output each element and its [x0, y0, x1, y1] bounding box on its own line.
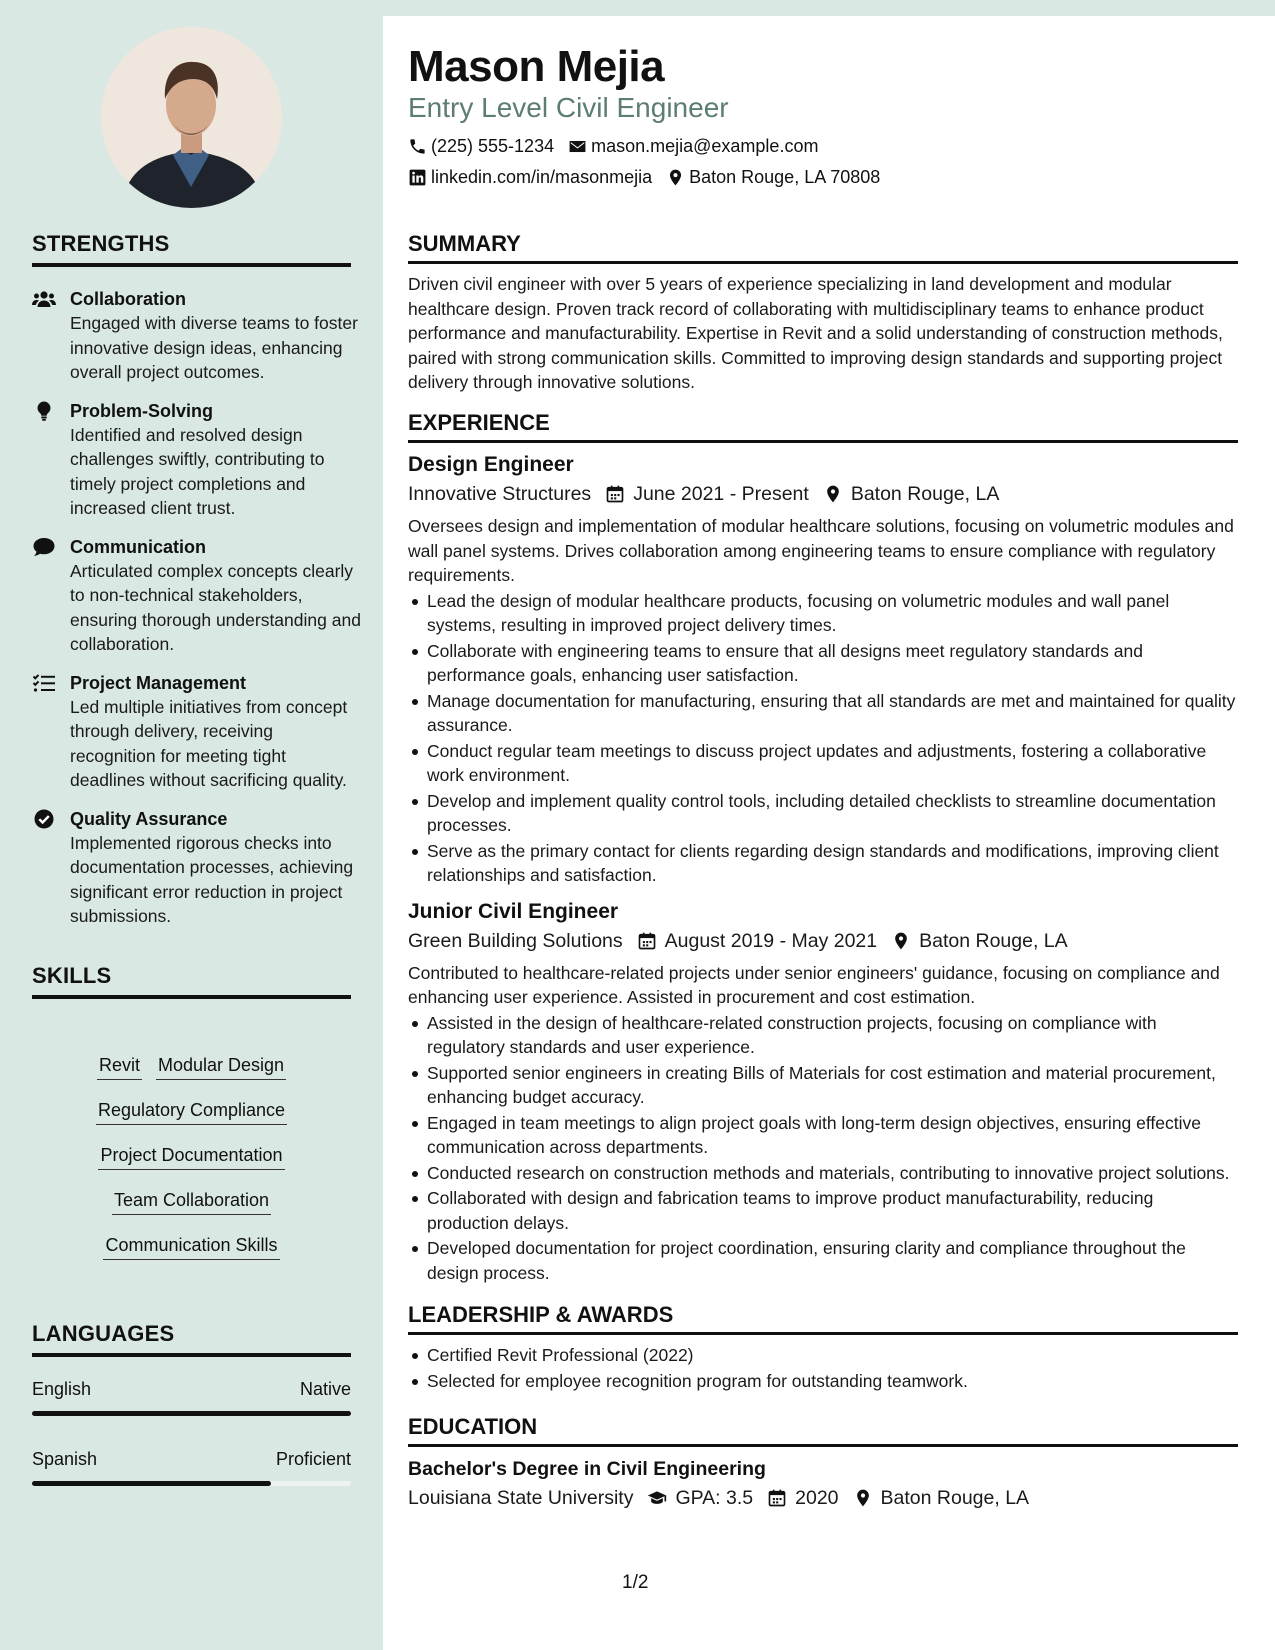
strength-title: Communication: [70, 536, 207, 557]
award-item: Selected for employee recognition program for outstanding teamwork.: [408, 1369, 1238, 1394]
job-bullet: Manage documentation for manufacturing, ensuring that all standards are met and maintained for quality assurance.: [408, 689, 1238, 738]
job-entry: [408, 451, 1238, 888]
strength-title: Project Management: [70, 672, 247, 693]
speech-bubble-icon: [32, 537, 56, 557]
job-summary: Contributed to healthcare-related projects under senior engineers' guidance, focusing on compliance and enhancing user experience. Assisted in procurement and cost estimation.: [408, 962, 1220, 1007]
job-dates: June 2021 - Present: [633, 483, 809, 505]
education-meta: [408, 1483, 1238, 1513]
language-item: [32, 1377, 351, 1416]
map-pin-icon: [853, 1488, 873, 1508]
job-bullet: Lead the design of modular healthcare products, focusing on volumetric modules and wall panel systems, resulting in improved project delivery times.: [408, 589, 1238, 638]
sidebar: [0, 0, 383, 1650]
strength-description: Articulated complex concepts clearly to non-technical stakeholders, ensuring thorough understanding and collaboration.: [70, 560, 361, 654]
languages-heading: LANGUAGES: [32, 1321, 351, 1357]
strengths-list: [32, 287, 362, 943]
skills-heading: SKILLS: [32, 963, 351, 999]
strength-item: [32, 287, 362, 385]
location: Baton Rouge, LA 70808: [689, 167, 881, 187]
strengths-heading: STRENGTHS: [32, 231, 351, 267]
skill-tag: Team Collaboration: [112, 1188, 271, 1215]
job-bullet: Conduct regular team meetings to discuss project updates and adjustments, fostering a collaborative work environment.: [408, 739, 1238, 788]
job-bullets: [408, 589, 1238, 888]
summary-text: Driven civil engineer with over 5 years of experience specializing in land development and modular healthcare design. Proven track record of collaborating with multidisciplinary teams to enhance product performance and manufacturability. Expertise in Revit and a solid understanding of construction methods, paired with strong communication skills. Committed to improving design standards and supporting project delivery through innovative solutions.: [408, 274, 1223, 392]
main-content: [383, 16, 1275, 1650]
language-item: [32, 1447, 351, 1486]
avatar: [101, 27, 282, 208]
language-bar-fill: [32, 1411, 351, 1416]
graduation-cap-icon: [647, 1488, 667, 1508]
job-bullet: Collaborated with design and fabrication teams to improve product manufacturability, reducing production delays.: [408, 1186, 1238, 1235]
envelope-icon: [568, 137, 587, 156]
experience-section: [408, 410, 1238, 1295]
strength-title: Collaboration: [70, 289, 186, 309]
summary-section: [408, 231, 1238, 395]
phone-icon: [408, 137, 427, 156]
job-location: Baton Rouge, LA: [850, 483, 1000, 505]
job-bullet: Collaborate with engineering teams to ensure that all designs meet regulatory standards and performance goals, enhancing user satisfaction.: [408, 639, 1238, 688]
strength-description: Implemented rigorous checks into documentation processes, achieving significant error reduction in project submissions.: [70, 832, 354, 926]
job-bullets: [408, 1011, 1238, 1286]
job-title: Design Engineer: [408, 453, 574, 476]
experience-heading: EXPERIENCE: [408, 410, 1238, 443]
check-circle-icon: [32, 809, 56, 829]
job-bullet: Supported senior engineers in creating Bills of Materials for cost estimation and material procurement, enhancing budget accuracy.: [408, 1061, 1238, 1110]
lightbulb-icon: [32, 401, 56, 421]
contact-row: [408, 165, 894, 189]
phone-number: (225) 555-1234: [431, 136, 555, 156]
language-name: Spanish: [32, 1449, 98, 1469]
education-location: Baton Rouge, LA: [880, 1487, 1030, 1509]
job-bullet: Developed documentation for project coordination, ensuring clarity and compliance throughout the design process.: [408, 1236, 1238, 1285]
task-list-icon: [32, 673, 56, 693]
job-meta: [408, 479, 1238, 509]
contact-row: [408, 134, 832, 158]
skill-tag: Communication Skills: [103, 1233, 279, 1260]
candidate-title: Entry Level Civil Engineer: [408, 92, 729, 123]
strength-description: Led multiple initiatives from concept through delivery, receiving recognition for meeting tight deadlines without sacrificing quality.: [70, 696, 348, 790]
language-level: Proficient: [275, 1449, 351, 1469]
linkedin-icon: [408, 168, 427, 187]
skill-tag: Modular Design: [156, 1053, 286, 1080]
calendar-icon: [767, 1488, 787, 1508]
map-pin-icon: [666, 168, 685, 187]
strength-description: Identified and resolved design challenges swiftly, contributing to timely project completions and increased client trust.: [70, 424, 325, 518]
strength-item: [32, 399, 362, 521]
language-bar: [32, 1411, 351, 1416]
linkedin-url: linkedin.com/in/masonmejia: [431, 167, 653, 187]
skill-tag: Project Documentation: [98, 1143, 284, 1170]
company-name: Innovative Structures: [408, 483, 592, 505]
company-name: Green Building Solutions: [408, 929, 623, 952]
job-bullet: Conducted research on construction methods and materials, contributing to innovative project solutions.: [408, 1161, 1238, 1186]
language-level: Native: [299, 1379, 351, 1399]
skills-list: [32, 1053, 351, 1278]
candidate-name: Mason Mejia: [408, 42, 665, 91]
awards-list: [408, 1343, 1238, 1393]
awards-heading: LEADERSHIP & AWARDS: [408, 1302, 1238, 1335]
language-bar: [32, 1481, 351, 1486]
graduation-year: 2020: [795, 1487, 839, 1509]
job-bullet: Serve as the primary contact for clients regarding design standards and modifications, improving client relationships and satisfaction.: [408, 839, 1238, 888]
education-heading: EDUCATION: [408, 1414, 1238, 1447]
map-pin-icon: [891, 931, 911, 951]
job-meta: [408, 926, 1238, 956]
strength-title: Quality Assurance: [70, 808, 228, 829]
strength-description: Engaged with diverse teams to foster innovative design ideas, enhancing overall project outcomes.: [70, 313, 358, 382]
job-list: [408, 451, 1238, 1285]
job-bullet: Develop and implement quality control tools, including detailed checklists to streamline documentation processes.: [408, 789, 1238, 838]
awards-section: [408, 1302, 1238, 1393]
job-entry: [408, 898, 1238, 1286]
skill-tag: Revit: [97, 1053, 142, 1080]
map-pin-icon: [823, 484, 843, 504]
strength-item: [32, 807, 362, 929]
job-location: Baton Rouge, LA: [919, 929, 1068, 952]
skill-tag: Regulatory Compliance: [96, 1098, 287, 1125]
strength-item: [32, 535, 362, 657]
award-item: Certified Revit Professional (2022): [408, 1343, 1238, 1368]
education-section: [408, 1414, 1238, 1518]
degree: Bachelor's Degree in Civil Engineering: [408, 1458, 766, 1480]
calendar-icon: [637, 931, 657, 951]
job-title: Junior Civil Engineer: [408, 899, 619, 923]
job-bullet: Engaged in team meetings to align project goals with long-term design objectives, ensuring effective communication across departments.: [408, 1111, 1238, 1160]
calendar-icon: [605, 484, 625, 504]
gpa: GPA: 3.5: [675, 1487, 754, 1509]
language-name: English: [32, 1379, 92, 1399]
strength-item: [32, 671, 362, 793]
summary-heading: SUMMARY: [408, 231, 1238, 264]
page-number: 1/2: [622, 1572, 649, 1593]
job-dates: August 2019 - May 2021: [664, 929, 878, 952]
job-bullet: Assisted in the design of healthcare-related construction projects, focusing on compliance with regulatory standards and user experience.: [408, 1011, 1238, 1060]
language-bar-fill: [32, 1481, 271, 1486]
job-summary: Oversees design and implementation of modular healthcare solutions, focusing on volumetric modules and wall panel systems. Drives collaboration among engineering teams to ensure compliance with regulatory requirements.: [408, 516, 1234, 585]
school: Louisiana State University: [408, 1487, 634, 1509]
email-address: mason.mejia@example.com: [591, 136, 819, 156]
strength-title: Problem-Solving: [70, 400, 214, 421]
users-icon: [32, 289, 56, 309]
